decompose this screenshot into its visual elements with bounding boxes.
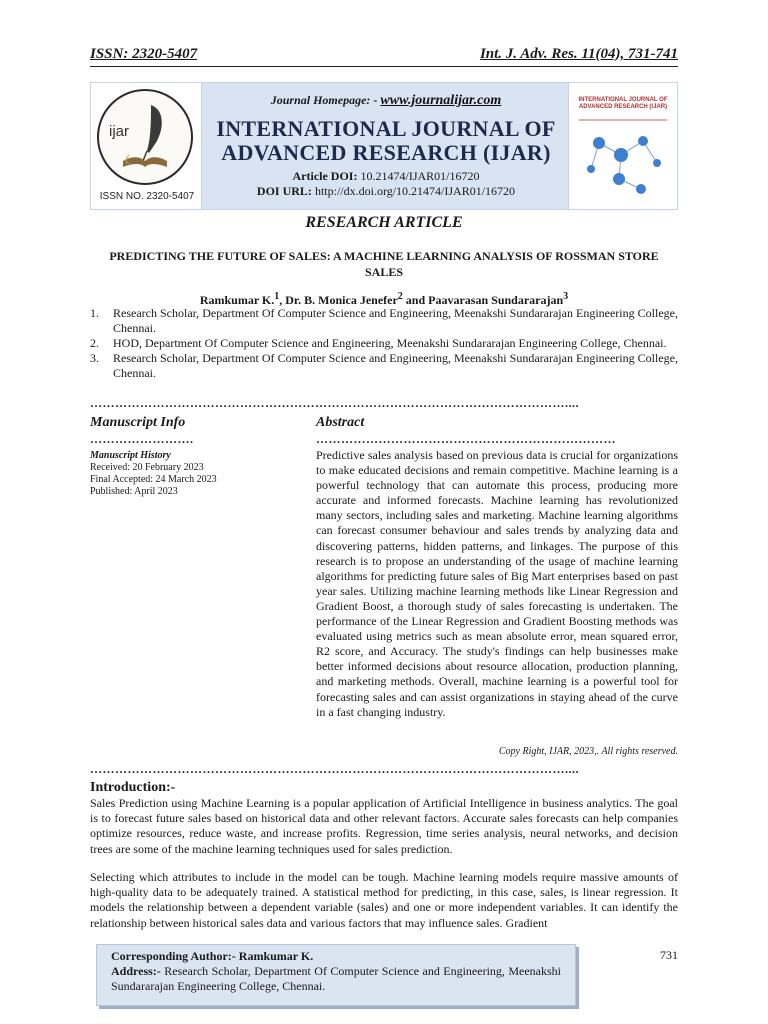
separator-bottom: …………………………………………………………………………………………………….... [90, 762, 579, 776]
logo-text: ijar [109, 123, 130, 140]
author-2: , Dr. B. Monica Jenefer [279, 293, 398, 307]
affiliation-item: 3. Research Scholar, Department Of Computer Science and Engineering, Meenakshi Sundararajan Engineering College, Chennai. [90, 351, 678, 380]
introduction-paragraph-2: Selecting which attributes to include in the model can be tough. Machine learning models require massive amounts of high-quality data to be adequately trained. A statistical method for predicting, in this case, sales, is linear regression. It models the relationship between a dependent variable (sales) and one or more independent variables. It can identify the relationship between historical sales data and various factors that may influence sales. Gradient [90, 870, 678, 930]
doi-block [201, 169, 571, 199]
paper-title [90, 248, 678, 280]
journal-cover-thumbnail [568, 83, 677, 209]
running-header [90, 44, 678, 67]
cover-title: INTERNATIONAL JOURNAL OF ADVANCED RESEARCH (IJAR) [578, 97, 668, 110]
corresponding-author-box [96, 944, 576, 1006]
affiliation-item: 1. Research Scholar, Department Of Computer Science and Engineering, Meenakshi Sundararajan Engineering College, Chennai. [90, 306, 678, 335]
doi-value: 10.21474/IJAR01/16720 [357, 169, 480, 183]
author-1-sup: 1 [274, 291, 280, 302]
paper-title-line2: SALES [364, 265, 404, 279]
affiliation-list [90, 306, 678, 381]
address-label: Address:- [111, 964, 161, 978]
received-date: Received: 20 February 2023 [90, 462, 204, 473]
corresponding-address [111, 964, 561, 994]
journal-citation: Int. J. Adv. Res. 11(04), 731-741 [479, 46, 678, 62]
published-date: Published: April 2023 [90, 486, 178, 497]
separator-top: …………………………………………………………………………………………………….... [90, 396, 579, 410]
abstract-text: Predictive sales analysis based on previous data is crucial for organizations to make educated decisions and remain competitive. Machine learning is a powerful technology that can automate this process, producing more accurate and informed forecasts. Machine learning has revolutionized many sectors, including sales and marketing. Machine learning algorithms can forecast consumer behaviour and sales trends by analyzing data and discovering patterns, hidden patterns, and linkages. The purpose of this research is to propose an understanding of the usage of machine learning algorithms for predicting future sales of Big Mart enterprises based on past year sales. Utilizing machine learning methods like Linear Regression and Gradient Boost, a thorough study of sales forecasting is undertaken. The performance of the Linear Regression and Gradient Boosting methods was evaluated using metrics such as mean absolute error, mean squared error, R2 score, and Accuracy. The study's findings can help businesses make better informed decisions about resource allocation, production planning, and marketing methods. Overall, machine learning is a powerful tool for forecasting sales and can assist organizations in staying ahead of the curve in a fast changing industry. [316, 448, 678, 719]
manuscript-history [90, 450, 217, 498]
journal-title-line2: ADVANCED RESEARCH (IJAR) [221, 140, 551, 165]
affiliation-item: 2. HOD, Department Of Computer Science and Engineering, Meenakshi Sundararajan Engineering College, Chennai. [90, 336, 667, 350]
author-3: and Paavarasan Sundararajan [402, 293, 564, 307]
separator-left: ……………………. [90, 432, 194, 446]
homepage-link[interactable]: www.journalijar.com [380, 93, 502, 108]
journal-title-line1: INTERNATIONAL JOURNAL OF [216, 116, 556, 141]
address-text: Research Scholar, Department Of Computer Science and Engineering, Meenakshi Sundararajan Engineering College, Chennai. [111, 964, 561, 993]
history-title: Manuscript History [90, 450, 171, 461]
separator-right: ……………………………………………………………… [316, 432, 616, 446]
author-3-sup: 3 [563, 291, 569, 302]
homepage-label: Journal Homepage: - [270, 93, 381, 107]
manuscript-info-heading: Manuscript Info [90, 415, 186, 430]
journal-homepage [201, 93, 571, 109]
author-1: Ramkumar K. [199, 293, 275, 307]
copyright-notice: Copy Right, IJAR, 2023,. All rights reserved. [498, 746, 678, 757]
issn-label: ISSN: 2320-5407 [90, 46, 198, 62]
paper-title-line1: PREDICTING THE FUTURE OF SALES: A MACHINE LEARNING ANALYSIS OF ROSSMAN STORE [109, 249, 659, 263]
author-2-sup: 2 [397, 291, 403, 302]
molecule-cover-icon [569, 83, 677, 209]
journal-logo [91, 83, 202, 209]
abstract-heading: Abstract [316, 415, 365, 430]
doi-url-link[interactable]: http://dx.doi.org/10.21474/IJAR01/16720 [311, 184, 516, 198]
introduction-heading: Introduction:- [90, 780, 176, 795]
corresponding-author-heading: Corresponding Author:- Ramkumar K. [111, 949, 314, 963]
introduction-paragraph-1: Sales Prediction using Machine Learning is a popular application of Artificial Intelligence in business analytics. The goal is to forecast future sales based on historical data and other relevant factors. Accurate sales forecasts can help companies optimize resources, reduce waste, and increase profits. Regression, time series analysis, neural networks, and decision trees are some of the machine learning techniques used for sales prediction. [90, 796, 678, 856]
doi-label: Article DOI: [292, 169, 358, 183]
journal-title [201, 117, 571, 165]
page-number: 731 [660, 948, 678, 962]
accepted-date: Final Accepted: 24 March 2023 [90, 474, 217, 485]
doi-url-label: DOI URL: [256, 184, 312, 198]
article-type: RESEARCH ARTICLE [305, 214, 463, 231]
logo-issn: ISSN NO. 2320-5407 [99, 191, 195, 202]
journal-banner [90, 82, 678, 210]
